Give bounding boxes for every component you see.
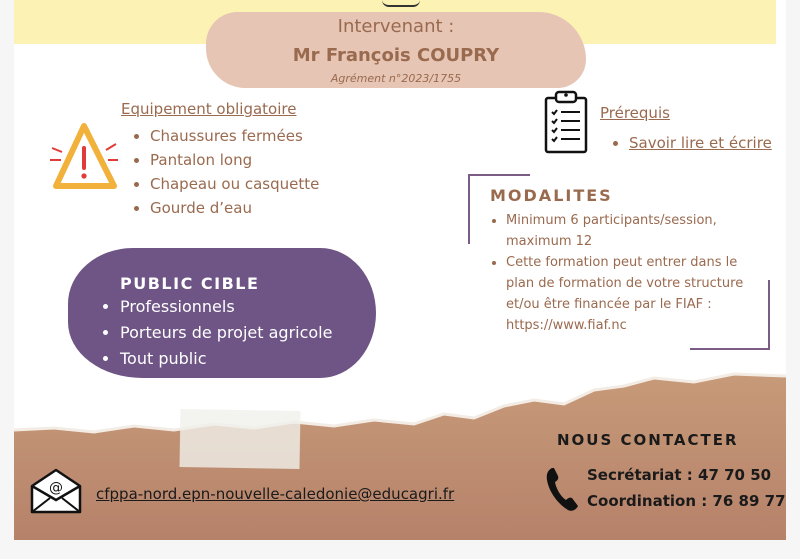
prerequisites-list xyxy=(611,131,772,155)
equipment-item: • Gourde d’eau xyxy=(150,196,319,220)
modality-item: • Minimum 6 participants/session, maximum 12 xyxy=(506,210,766,252)
email-icon xyxy=(28,468,84,518)
warning-icon xyxy=(48,120,120,200)
equipment-list xyxy=(132,124,319,220)
equipment-item: • Chaussures fermées xyxy=(150,124,319,148)
phone-icon xyxy=(544,466,580,516)
tape-strip xyxy=(180,409,301,469)
public-item: • Porteurs de projet agricole xyxy=(120,320,332,346)
speaker-label: Intervenant : xyxy=(337,16,455,37)
speaker-agreement: Agrément n°2023/1755 xyxy=(330,72,462,85)
top-decoration xyxy=(382,0,420,7)
modalities-list xyxy=(488,210,766,336)
speaker-name: Mr François COUPRY xyxy=(292,45,500,66)
modalities-title: MODALITES xyxy=(490,186,613,205)
torn-paper-background xyxy=(14,370,786,540)
contact-secretariat: Secrétariat : 47 70 50 xyxy=(587,466,772,484)
svg-text:@: @ xyxy=(49,480,63,496)
clipboard-checklist-icon xyxy=(542,90,590,160)
modality-item: • Cette formation peut entrer dans le plan de formation de votre structure et/ou être financée par le FIAF : https://www.fiaf.nc xyxy=(506,252,766,336)
public-item: • Professionnels xyxy=(120,294,332,320)
flyer-page xyxy=(14,0,786,540)
public-list xyxy=(102,294,332,372)
equipment-item: • Pantalon long xyxy=(150,148,319,172)
equipment-title: Equipement obligatoire xyxy=(121,100,297,118)
contact-coordination: Coordination : 76 89 77 xyxy=(587,492,786,510)
public-item: • Tout public xyxy=(120,346,332,372)
equipment-item: • Chapeau ou casquette xyxy=(150,172,319,196)
contact-title: NOUS CONTACTER xyxy=(557,431,739,449)
prerequisite-item: • Savoir lire et écrire xyxy=(629,131,772,155)
prerequisites-title: Prérequis xyxy=(600,104,670,122)
email-link[interactable]: cfppa-nord.epn-nouvelle-caledonie@educagri.fr xyxy=(96,485,455,503)
speaker-box xyxy=(206,12,586,88)
public-title: PUBLIC CIBLE xyxy=(120,274,260,293)
